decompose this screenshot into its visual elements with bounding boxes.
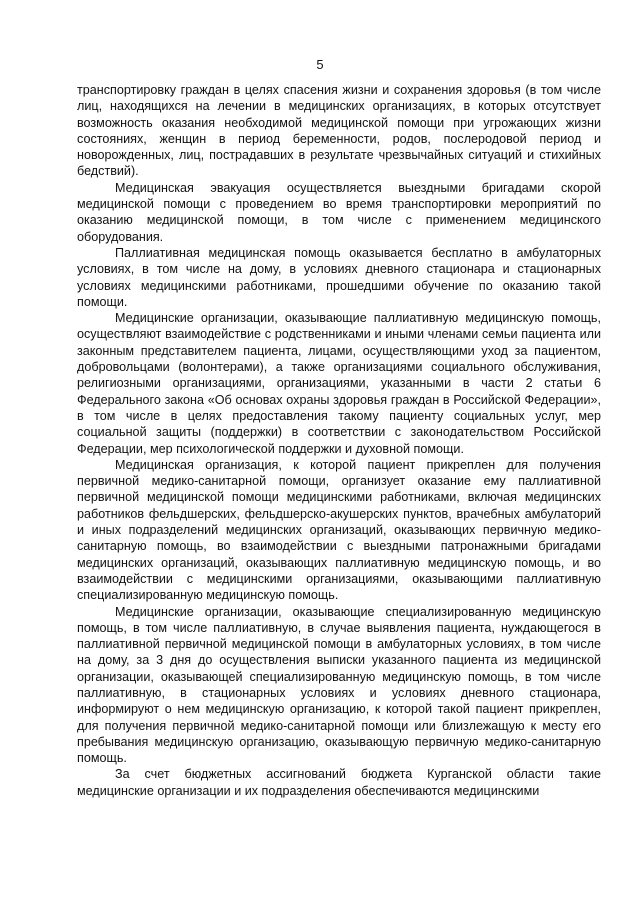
paragraph-medical-evacuation: Медицинская эвакуация осуществляется выездными бригадами скорой медицинской помощи с проведением во время транспортировки мероприятий по оказанию медицинской помощи, в том числе с применением медицинского оборудования. (77, 180, 601, 244)
paragraph-specialized-care-notification: Медицинские организации, оказывающие специализированную медицинскую помощь, в том числе паллиативную, в случае выявления пациента, нуждающегося в паллиативной первичной медицинской помощи в амбулаторных условиях, в том числе на дому, за 3 дня до осуществления выписки указанного пациента из медицинской организации, оказывающей специализированную медицинскую помощь, в том числе паллиативную, в стационарных условиях и условиях дневного стационара, информируют о нем медицинскую организацию, к которой такой пациент прикреплен, для получения первичной медико-санитарной помощи или близлежащую к месту его пребывания медицинскую организацию, оказывающую первичную медико-санитарную помощь. (77, 604, 601, 766)
paragraph-transport-continuation: транспортировку граждан в целях спасения жизни и сохранения здоровья (в том числе лиц, находящихся на лечении в медицинских организациях, в которых отсутствует возможность оказания необходимой медицинской помощи при угрожающих жизни состояниях, женщин в период беременности, родов, послеродовой период и новорожденных, лиц, пострадавших в результате чрезвычайных ситуаций и стихийных бедствий). (77, 83, 601, 179)
page-number: 5 (316, 57, 324, 72)
paragraph-budget-funding: За счет бюджетных ассигнований бюджета Курганской области такие медицинские организации и их подразделения обеспечиваются медицинскими (77, 767, 601, 798)
paragraph-palliative-free: Паллиативная медицинская помощь оказывается бесплатно в амбулаторных условиях, в том числе на дому, в условиях дневного стационара и стационарных условиях медицинскими работниками, прошедшими обучение по оказанию такой помощи. (77, 245, 601, 309)
document-body (77, 82, 601, 799)
paragraph-palliative-interaction: Медицинские организации, оказывающие паллиативную медицинскую помощь, осуществляют взаимодействие с родственниками и иными членами семьи пациента или законным представителем пациента, лицами, осуществляющими уход за пациентом, добровольцами (волонтерами), а также организациями социального обслуживания, религиозными организациями, организациями, указанными в части 2 статьи 6 Федерального закона «Об основах охраны здоровья граждан в Российской Федерации», в том числе в целях предоставления такому пациенту социальных услуг, мер социальной защиты (поддержки) в соответствии с законодательством Российской Федерации, мер психологической поддержки и духовной помощи. (77, 311, 601, 456)
paragraph-primary-care-organization: Медицинская организация, к которой пациент прикреплен для получения первичной медико-санитарной помощи, организует оказание ему паллиативной первичной медицинской помощи медицинскими работниками, включая медицинских работников фельдшерских, фельдшерско-акушерских пунктов, врачебных амбулаторий и иных подразделений медицинских организаций, оказывающих первичную медико-санитарную помощь, во взаимодействии с выездными патронажными бригадами медицинских организаций, оказывающих паллиативную медицинскую помощь, и во взаимодействии с медицинскими организациями, оказывающими паллиативную специализированную медицинскую помощь. (77, 457, 601, 603)
